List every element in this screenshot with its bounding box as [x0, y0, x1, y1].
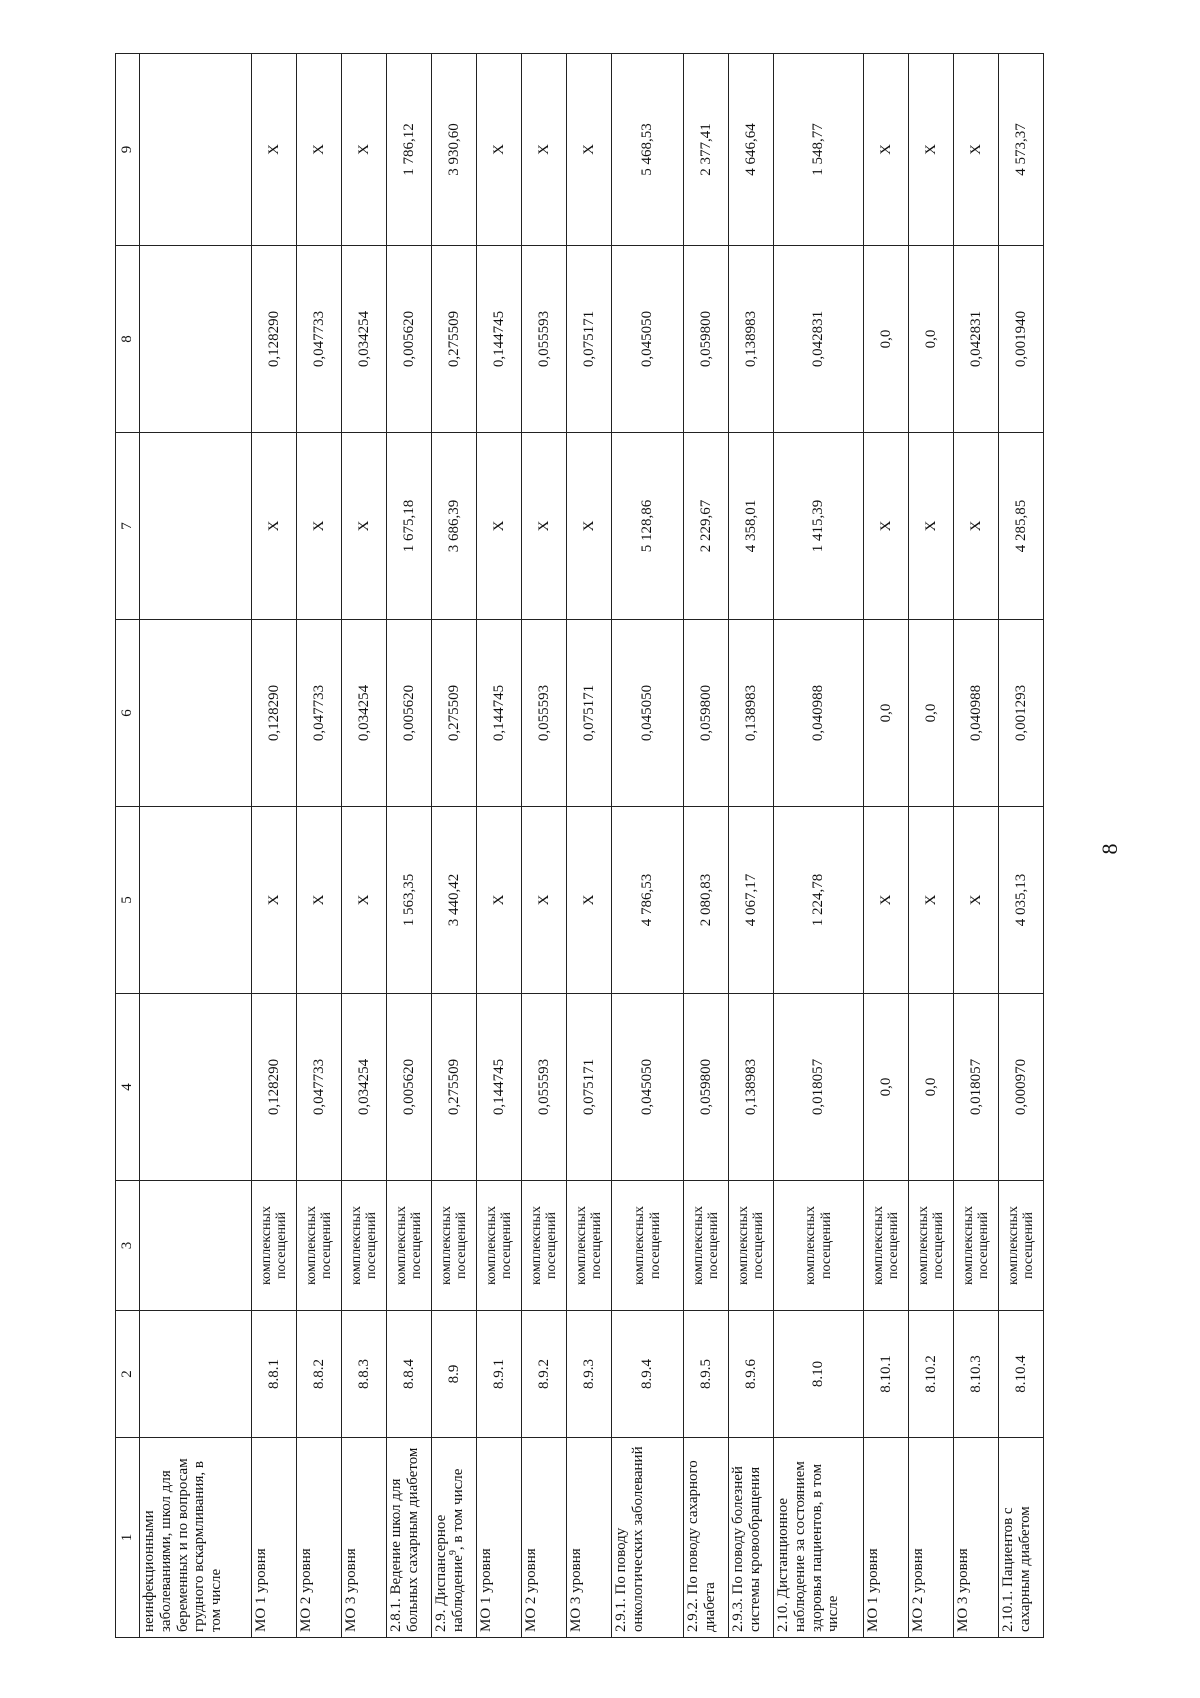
cell-c9: Х — [477, 54, 522, 246]
cell-c7: 4 285,85 — [999, 433, 1044, 620]
row-unit: комплексных посещений — [387, 1181, 432, 1311]
cell-c6: 0,047733 — [297, 620, 342, 807]
table-row — [612, 54, 684, 1638]
cell-c4: 0,018057 — [774, 994, 864, 1181]
cell-c6: 0,059800 — [684, 620, 729, 807]
table-row — [252, 54, 297, 1638]
row-code: 8.10 — [774, 1311, 864, 1438]
row-name: МО 2 уровня — [522, 1438, 567, 1638]
table-row — [729, 54, 774, 1638]
row-name: 2.9.2. По поводу сахарного диабета — [684, 1438, 729, 1638]
cell-c6: 0,034254 — [342, 620, 387, 807]
cell-c9: 3 930,60 — [432, 54, 477, 246]
cell-c7: Х — [252, 433, 297, 620]
cell-c7: Х — [567, 433, 612, 620]
table-row — [477, 54, 522, 1638]
cell-c8: 0,059800 — [684, 246, 729, 433]
cell-c8: 0,047733 — [297, 246, 342, 433]
cell-c8: 0,042831 — [954, 246, 999, 433]
cell-c9: Х — [342, 54, 387, 246]
row-unit: комплексных посещений — [477, 1181, 522, 1311]
cell-c4: 0,0 — [864, 994, 909, 1181]
row-name: МО 2 уровня — [909, 1438, 954, 1638]
cell-c8: 0,128290 — [252, 246, 297, 433]
cell-c6 — [140, 620, 252, 807]
row-unit — [140, 1181, 252, 1311]
row-unit: комплексных посещений — [567, 1181, 612, 1311]
cell-c4: 0,047733 — [297, 994, 342, 1181]
cell-c5: Х — [522, 807, 567, 994]
cell-c7: Х — [297, 433, 342, 620]
row-unit: комплексных посещений — [864, 1181, 909, 1311]
cell-c7: Х — [522, 433, 567, 620]
table-row — [297, 54, 342, 1638]
row-unit: комплексных посещений — [342, 1181, 387, 1311]
row-code: 8.9.3 — [567, 1311, 612, 1438]
cell-c5: Х — [477, 807, 522, 994]
row-unit: комплексных посещений — [909, 1181, 954, 1311]
row-name: МО 1 уровня — [252, 1438, 297, 1638]
row-unit: комплексных посещений — [252, 1181, 297, 1311]
row-code: 8.9.4 — [612, 1311, 684, 1438]
table-row — [387, 54, 432, 1638]
table-row — [999, 54, 1044, 1638]
cell-c5: Х — [297, 807, 342, 994]
row-code: 8.9.1 — [477, 1311, 522, 1438]
cell-c4: 0,0 — [909, 994, 954, 1181]
table-row — [567, 54, 612, 1638]
cell-c6: 0,001293 — [999, 620, 1044, 807]
cell-c5: Х — [567, 807, 612, 994]
cell-c7: Х — [477, 433, 522, 620]
cell-c6: 0,0 — [864, 620, 909, 807]
cell-c6: 0,045050 — [612, 620, 684, 807]
row-code — [140, 1311, 252, 1438]
table-row — [909, 54, 954, 1638]
cell-c7: 4 358,01 — [729, 433, 774, 620]
row-name: МО 3 уровня — [954, 1438, 999, 1638]
row-code: 8.10.2 — [909, 1311, 954, 1438]
cell-c9: 5 468,53 — [612, 54, 684, 246]
cell-c4: 0,018057 — [954, 994, 999, 1181]
cell-c7 — [140, 433, 252, 620]
cell-c9: Х — [864, 54, 909, 246]
row-unit: комплексных посещений — [774, 1181, 864, 1311]
cell-c9 — [140, 54, 252, 246]
column-header: 9 — [116, 54, 140, 246]
table-row — [774, 54, 864, 1638]
row-code: 8.8.2 — [297, 1311, 342, 1438]
row-name: 2.9. Диспансерное наблюдение$^9$, в том числе — [432, 1438, 477, 1638]
cell-c5: 4 786,53 — [612, 807, 684, 994]
cell-c5: Х — [342, 807, 387, 994]
table-row — [432, 54, 477, 1638]
cell-c4: 0,275509 — [432, 994, 477, 1181]
cell-c4: 0,059800 — [684, 994, 729, 1181]
row-name: МО 1 уровня — [864, 1438, 909, 1638]
table-row — [522, 54, 567, 1638]
cell-c6: 0,144745 — [477, 620, 522, 807]
cell-c8: 0,005620 — [387, 246, 432, 433]
row-unit: комплексных посещений — [432, 1181, 477, 1311]
row-unit: комплексных посещений — [612, 1181, 684, 1311]
cell-c9: 4 573,37 — [999, 54, 1044, 246]
cell-c8: 0,042831 — [774, 246, 864, 433]
cell-c9: Х — [909, 54, 954, 246]
row-unit: комплексных посещений — [954, 1181, 999, 1311]
row-unit: комплексных посещений — [297, 1181, 342, 1311]
cell-c4: 0,075171 — [567, 994, 612, 1181]
cell-c5: Х — [954, 807, 999, 994]
cell-c4: 0,000970 — [999, 994, 1044, 1181]
column-header: 3 — [116, 1181, 140, 1311]
cell-c5: Х — [909, 807, 954, 994]
cell-c6: 0,040988 — [954, 620, 999, 807]
cell-c9: Х — [954, 54, 999, 246]
cell-c6: 0,0 — [909, 620, 954, 807]
row-name: неинфекционными заболеваниями, школ для беременных и по вопросам грудного вскармливания, в том числе — [140, 1438, 252, 1638]
cell-c6: 0,128290 — [252, 620, 297, 807]
table-row — [864, 54, 909, 1638]
cell-c9: Х — [297, 54, 342, 246]
cell-c6: 0,005620 — [387, 620, 432, 807]
row-unit: комплексных посещений — [684, 1181, 729, 1311]
row-name: МО 1 уровня — [477, 1438, 522, 1638]
cell-c6: 0,275509 — [432, 620, 477, 807]
cell-c4: 0,034254 — [342, 994, 387, 1181]
row-name: МО 2 уровня — [297, 1438, 342, 1638]
cell-c6: 0,055593 — [522, 620, 567, 807]
row-name: 2.10. Дистанционное наблюдение за состоянием здоровья пациентов, в том числе — [774, 1438, 864, 1638]
cell-c8: 0,001940 — [999, 246, 1044, 433]
cell-c4: 0,138983 — [729, 994, 774, 1181]
cell-c7: Х — [342, 433, 387, 620]
cell-c8: 0,034254 — [342, 246, 387, 433]
cell-c5: 1 224,78 — [774, 807, 864, 994]
cell-c4: 0,055593 — [522, 994, 567, 1181]
table-row — [954, 54, 999, 1638]
cell-c4: 0,005620 — [387, 994, 432, 1181]
cell-c8: 0,144745 — [477, 246, 522, 433]
row-unit: комплексных посещений — [522, 1181, 567, 1311]
column-number-row — [116, 54, 140, 1638]
cell-c7: 5 128,86 — [612, 433, 684, 620]
cell-c8: 0,138983 — [729, 246, 774, 433]
cell-c8: 0,075171 — [567, 246, 612, 433]
row-code: 8.8.1 — [252, 1311, 297, 1438]
cell-c7: 1 415,39 — [774, 433, 864, 620]
row-unit: комплексных посещений — [729, 1181, 774, 1311]
row-name: 2.8.1. Ведение школ для больных сахарным диабетом — [387, 1438, 432, 1638]
cell-c5: Х — [864, 807, 909, 994]
row-code: 8.10.1 — [864, 1311, 909, 1438]
row-unit: комплексных посещений — [999, 1181, 1044, 1311]
row-code: 8.9.5 — [684, 1311, 729, 1438]
column-header: 7 — [116, 433, 140, 620]
cell-c9: 1 548,77 — [774, 54, 864, 246]
column-header: 5 — [116, 807, 140, 994]
cell-c9: 4 646,64 — [729, 54, 774, 246]
cell-c5: 4 035,13 — [999, 807, 1044, 994]
row-code: 8.9.2 — [522, 1311, 567, 1438]
row-code: 8.9 — [432, 1311, 477, 1438]
cell-c5 — [140, 807, 252, 994]
cell-c9: 2 377,41 — [684, 54, 729, 246]
row-name: 2.9.3. По поводу болезней системы кровообращения — [729, 1438, 774, 1638]
column-header: 6 — [116, 620, 140, 807]
cell-c9: Х — [252, 54, 297, 246]
cell-c7: Х — [954, 433, 999, 620]
row-name: МО 3 уровня — [342, 1438, 387, 1638]
table-row — [684, 54, 729, 1638]
cell-c8: 0,0 — [909, 246, 954, 433]
cell-c8: 0,045050 — [612, 246, 684, 433]
cell-c8 — [140, 246, 252, 433]
row-name: МО 3 уровня — [567, 1438, 612, 1638]
row-code: 8.10.3 — [954, 1311, 999, 1438]
cell-c7: 3 686,39 — [432, 433, 477, 620]
cell-c4: 0,144745 — [477, 994, 522, 1181]
cell-c8: 0,275509 — [432, 246, 477, 433]
cell-c6: 0,075171 — [567, 620, 612, 807]
cell-c8: 0,055593 — [522, 246, 567, 433]
cell-c7: 1 675,18 — [387, 433, 432, 620]
cell-c6: 0,040988 — [774, 620, 864, 807]
column-header: 4 — [116, 994, 140, 1181]
cell-c5: Х — [252, 807, 297, 994]
row-code: 8.8.3 — [342, 1311, 387, 1438]
cell-c4: 0,128290 — [252, 994, 297, 1181]
column-header: 1 — [116, 1438, 140, 1638]
row-name: 2.10.1. Пациентов с сахарным диабетом — [999, 1438, 1044, 1638]
cell-c9: Х — [567, 54, 612, 246]
table-row — [140, 54, 252, 1638]
cell-c6: 0,138983 — [729, 620, 774, 807]
data-table — [115, 53, 1044, 1638]
cell-c7: 2 229,67 — [684, 433, 729, 620]
cell-c9: 1 786,12 — [387, 54, 432, 246]
column-header: 8 — [116, 246, 140, 433]
cell-c8: 0,0 — [864, 246, 909, 433]
cell-c5: 2 080,83 — [684, 807, 729, 994]
cell-c9: Х — [522, 54, 567, 246]
row-code: 8.9.6 — [729, 1311, 774, 1438]
page-number: 8 — [1097, 843, 1122, 855]
cell-c5: 1 563,35 — [387, 807, 432, 994]
footnote-ref: 9 — [447, 1550, 459, 1556]
row-name: 2.9.1. По поводу онкологических заболеваний — [612, 1438, 684, 1638]
cell-c7: Х — [909, 433, 954, 620]
cell-c7: Х — [864, 433, 909, 620]
cell-c4: 0,045050 — [612, 994, 684, 1181]
cell-c5: 4 067,17 — [729, 807, 774, 994]
cell-c4 — [140, 994, 252, 1181]
table-row — [342, 54, 387, 1638]
row-code: 8.10.4 — [999, 1311, 1044, 1438]
row-code: 8.8.4 — [387, 1311, 432, 1438]
cell-c5: 3 440,42 — [432, 807, 477, 994]
column-header: 2 — [116, 1311, 140, 1438]
